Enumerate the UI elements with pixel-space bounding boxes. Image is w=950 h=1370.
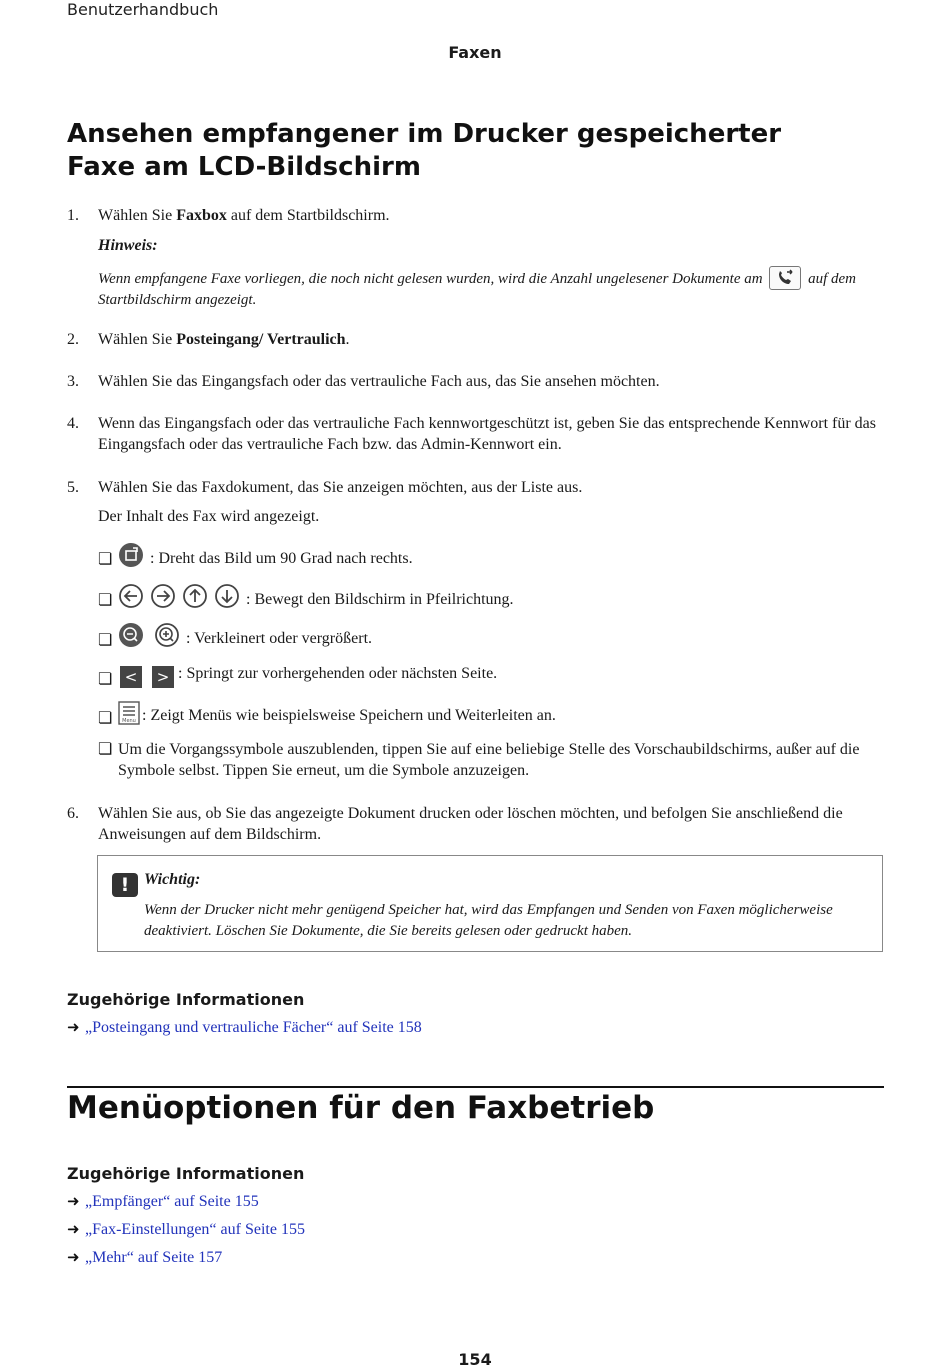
rotate-icon (118, 542, 144, 574)
section-divider (67, 1086, 884, 1088)
warning-icon: ! (112, 873, 138, 897)
step-number: 6. (67, 805, 79, 822)
step-5-result: Der Inhalt des Fax wird angezeigt. (98, 508, 320, 525)
prev-page-icon: < (120, 666, 142, 688)
note-text (98, 266, 888, 311)
bullet-text: : Verkleinert oder vergrößert. (186, 630, 373, 647)
arrow-right-icon: ➜ (67, 1018, 80, 1036)
bullet-text: : Dreht das Bild um 90 Grad nach rechts. (150, 550, 413, 567)
step-text: Wenn das Eingangsfach oder das vertrauliche Fach kennwortgeschützt ist, geben Sie das entsprechende Kennwort für das Eingangsfach oder das vertrauliche Fach bzw. das Admin-Kennwort ein. (98, 415, 877, 453)
checkbox-bullet: ❏ (98, 741, 113, 758)
important-text: Wenn der Drucker nicht mehr genügend Speicher hat, wird das Empfangen und Senden von Faxen möglicherweise deaktiviert. Löschen Sie Dokumente, die Sie bereits gelesen oder gedruckt haben. (144, 902, 833, 939)
step-text-pre: Wählen Sie (98, 331, 177, 348)
zoom-in-icon (154, 622, 180, 654)
step-text: Wählen Sie das Eingangsfach oder das vertrauliche Fach aus, das Sie ansehen möchten. (98, 373, 660, 390)
step-number: 1. (67, 207, 79, 224)
chapter-heading: Menüoptionen für den Faxbetrieb (67, 1090, 655, 1126)
bullet-text: Um die Vorgangssymbole auszublenden, tippen Sie auf eine beliebige Stelle des Vorschaubildschirms, außer auf die Symbole selbst. Tippen Sie erneut, um die Symbole anzuzeigen. (118, 741, 860, 779)
related-link[interactable] (67, 1220, 305, 1239)
chapter-title: Faxen (448, 43, 502, 62)
related-link[interactable] (67, 1018, 422, 1037)
related-link[interactable] (67, 1192, 259, 1211)
step-text (98, 329, 888, 350)
page-number: 154 (458, 1350, 492, 1369)
menu-term: Posteingang/ Vertraulich (176, 331, 346, 348)
checkbox-bullet: ❏ (98, 632, 113, 649)
link-text[interactable]: „Mehr“ auf Seite 157 (85, 1249, 223, 1266)
step-number: 3. (67, 373, 79, 390)
document-title: Benutzerhandbuch (67, 0, 219, 19)
arrow-right-icon (150, 583, 176, 615)
next-page-icon: > (152, 666, 174, 688)
related-link[interactable] (67, 1248, 222, 1267)
arrow-up-icon (182, 583, 208, 615)
link-text[interactable]: „Fax-Einstellungen“ auf Seite 155 (85, 1221, 305, 1238)
menu-icon-label: Menu (122, 718, 136, 724)
step-text-pre: Wählen Sie (98, 207, 177, 224)
arrow-left-icon (118, 583, 144, 615)
checkbox-bullet: ❏ (98, 671, 113, 688)
step-text: Wählen Sie aus, ob Sie das angezeigte Dokument drucken oder löschen möchten, und befolgen Sie anschließend die Anweisungen auf dem Bildschirm. (98, 805, 843, 843)
step-text: Wählen Sie das Faxdokument, das Sie anzeigen möchten, aus der Liste aus. (98, 479, 583, 496)
note-text-after: auf dem Startbildschirm angezeigt. (98, 271, 856, 308)
related-info-heading: Zugehörige Informationen (67, 1164, 305, 1183)
bullet-text: : Bewegt den Bildschirm in Pfeilrichtung. (246, 591, 514, 608)
bullet-text: : Springt zur vorhergehenden oder nächsten Seite. (178, 665, 498, 682)
step-number: 2. (67, 331, 79, 348)
zoom-out-icon (118, 622, 144, 654)
checkbox-bullet: ❏ (98, 710, 113, 727)
note-text-before: Wenn empfangene Faxe vorliegen, die noch nicht gelesen wurden, wird die Anzahl ungelesener Dokumente am (98, 271, 763, 287)
step-text (98, 205, 888, 226)
menu-term: Faxbox (176, 207, 227, 224)
arrow-right-icon: ➜ (67, 1248, 80, 1266)
arrow-right-icon: ➜ (67, 1220, 80, 1238)
link-text[interactable]: „Posteingang und vertrauliche Fächer“ auf Seite 158 (85, 1019, 422, 1036)
related-info-heading: Zugehörige Informationen (67, 990, 305, 1009)
fax-status-icon (769, 266, 801, 290)
note-title: Hinweis: (98, 237, 158, 254)
checkbox-bullet: ❏ (98, 592, 113, 609)
step-text-post: . (345, 331, 350, 348)
section-heading: Ansehen empfangener im Drucker gespeicherter Faxe am LCD-Bildschirm (67, 119, 782, 182)
arrow-right-icon: ➜ (67, 1192, 80, 1210)
step-number: 5. (67, 479, 79, 496)
arrow-down-icon (214, 583, 240, 615)
checkbox-bullet: ❏ (98, 551, 113, 568)
step-number: 4. (67, 415, 79, 432)
important-callout (97, 855, 883, 952)
bullet-text: : Zeigt Menüs wie beispielsweise Speichern und Weiterleiten an. (142, 707, 556, 724)
menu-icon (118, 701, 140, 731)
link-text[interactable]: „Empfänger“ auf Seite 155 (85, 1193, 259, 1210)
important-title: Wichtig: (144, 871, 201, 888)
step-text-post: auf dem Startbildschirm. (226, 207, 390, 224)
